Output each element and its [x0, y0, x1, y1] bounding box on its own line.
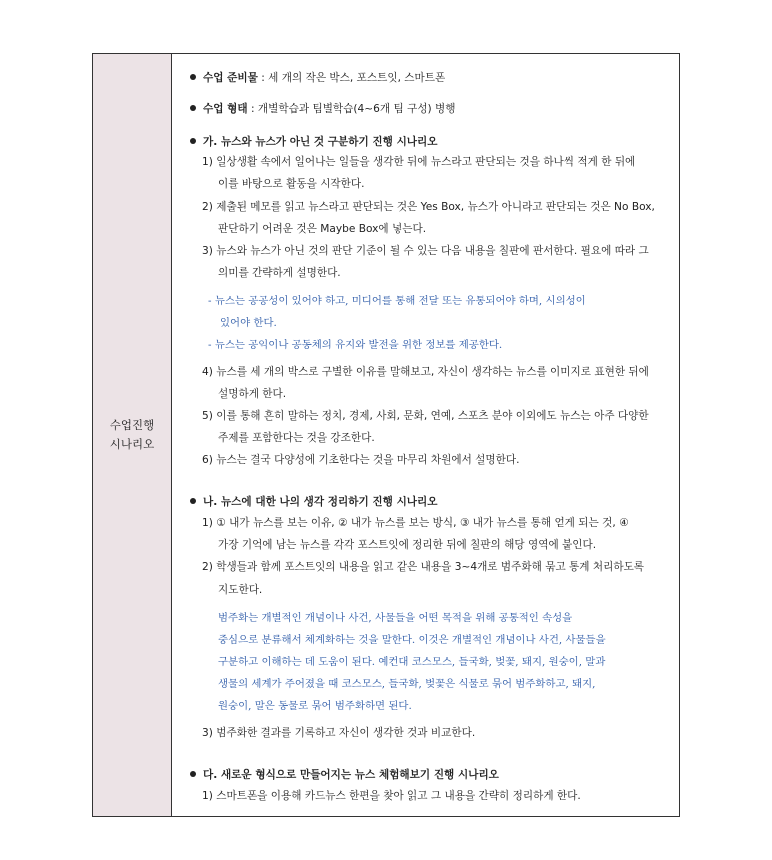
- step-line: 1) ① 내가 뉴스를 보는 이유, ② 내가 뉴스를 보는 방식, ③ 내가 뉴스를 통해 얻게 되는 것, ④: [202, 517, 629, 529]
- row-label-cell: [93, 54, 172, 816]
- format-item: [190, 101, 456, 116]
- row-label-line: 수업진행: [109, 418, 155, 432]
- criteria-note: - 뉴스는 공공성이 있어야 하고, 미디어를 통해 전달 또는 유통되어야 하며, 시의성이: [208, 295, 586, 307]
- content-cell: [172, 54, 679, 816]
- materials-item: [190, 70, 445, 85]
- format-title: 수업 형태: [203, 103, 248, 115]
- step-line: 가장 기억에 남는 뉴스를 각각 포스트잇에 정리한 뒤에 칠판의 해당 영역에 붙인다.: [218, 539, 597, 551]
- step-line: 6) 뉴스는 결국 다양성에 기초한다는 것을 마무리 차원에서 설명한다.: [202, 454, 520, 466]
- materials-title: 수업 준비물: [203, 72, 258, 84]
- section-b-heading: [190, 494, 438, 509]
- section-a-title: 가. 뉴스와 뉴스가 아닌 것 구분하기 진행 시나리오: [203, 136, 438, 148]
- step-line: 3) 뉴스와 뉴스가 아닌 것의 판단 기준이 될 수 있는 다음 내용을 칠판에 판서한다. 필요에 따라 그: [202, 245, 649, 257]
- step-line: 판단하기 어려운 것은 Maybe Box에 넣는다.: [218, 223, 427, 235]
- step-line: 지도한다.: [218, 584, 263, 596]
- bullet-icon: [190, 771, 196, 777]
- section-c-title: 다. 새로운 형식으로 만들어지는 뉴스 체험해보기 진행 시나리오: [203, 769, 499, 781]
- step-line: 의미를 간략하게 설명한다.: [218, 267, 341, 279]
- step-line: 4) 뉴스를 세 개의 박스로 구별한 이유를 말해보고, 자신이 생각하는 뉴스를 이미지로 표현한 뒤에: [202, 366, 649, 378]
- step-line: 2) 학생들과 함께 포스트잇의 내용을 읽고 같은 내용을 3~4개로 범주화해 묶고 통계 처리하도록: [202, 561, 645, 573]
- bullet-icon: [190, 105, 196, 111]
- step-line: 3) 범주화한 결과를 기록하고 자신이 생각한 것과 비교한다.: [202, 727, 476, 739]
- categorization-note: 범주화는 개별적인 개념이나 사건, 사물들을 어떤 목적을 위해 공통적인 속성을: [218, 612, 573, 624]
- step-line: 설명하게 한다.: [218, 388, 287, 400]
- step-line: 1) 스마트폰을 이용해 카드뉴스 한편을 찾아 읽고 그 내용을 간략히 정리하게 한다.: [202, 790, 581, 802]
- bullet-icon: [190, 74, 196, 80]
- format-text: : 개별학습과 팀별학습(4~6개 팀 구성) 병행: [247, 103, 456, 115]
- step-line: 이를 바탕으로 활동을 시작한다.: [218, 178, 365, 190]
- categorization-note: 원숭이, 말은 동물로 묶어 범주화하면 된다.: [218, 700, 412, 712]
- section-a-heading: [190, 134, 438, 149]
- scenario-table: [92, 53, 680, 817]
- categorization-note: 중심으로 분류해서 체계화하는 것을 말한다. 이것은 개별적인 개념이나 사건, 사물들을: [218, 634, 606, 646]
- section-b-title: 나. 뉴스에 대한 나의 생각 정리하기 진행 시나리오: [203, 496, 438, 508]
- criteria-note: 있어야 한다.: [220, 317, 277, 329]
- step-line: 주제를 포함한다는 것을 강조한다.: [218, 432, 375, 444]
- criteria-note: - 뉴스는 공익이나 공동체의 유지와 발전을 위한 정보를 제공한다.: [208, 339, 503, 351]
- section-c-heading: [190, 767, 499, 782]
- row-label-line: 시나리오: [109, 437, 155, 451]
- bullet-icon: [190, 498, 196, 504]
- step-line: 1) 일상생활 속에서 일어나는 일들을 생각한 뒤에 뉴스라고 판단되는 것을 하나씩 적게 한 뒤에: [202, 156, 636, 168]
- bullet-icon: [190, 138, 196, 144]
- categorization-note: 구분하고 이해하는 데 도움이 된다. 예컨대 코스모스, 들국화, 벚꽃, 돼지, 원숭이, 말과: [218, 656, 606, 668]
- categorization-note: 생물의 세계가 주어졌을 때 코스모스, 들국화, 벚꽃은 식물로 묶어 범주화하고, 돼지,: [218, 678, 596, 690]
- materials-text: : 세 개의 작은 박스, 포스트잇, 스마트폰: [257, 72, 446, 84]
- step-line: 2) 제출된 메모를 읽고 뉴스라고 판단되는 것은 Yes Box, 뉴스가 아니라고 판단되는 것은 No Box,: [202, 201, 655, 213]
- step-line: 5) 이를 통해 흔히 말하는 정치, 경제, 사회, 문화, 연예, 스포츠 분야 이외에도 뉴스는 아주 다양한: [202, 410, 649, 422]
